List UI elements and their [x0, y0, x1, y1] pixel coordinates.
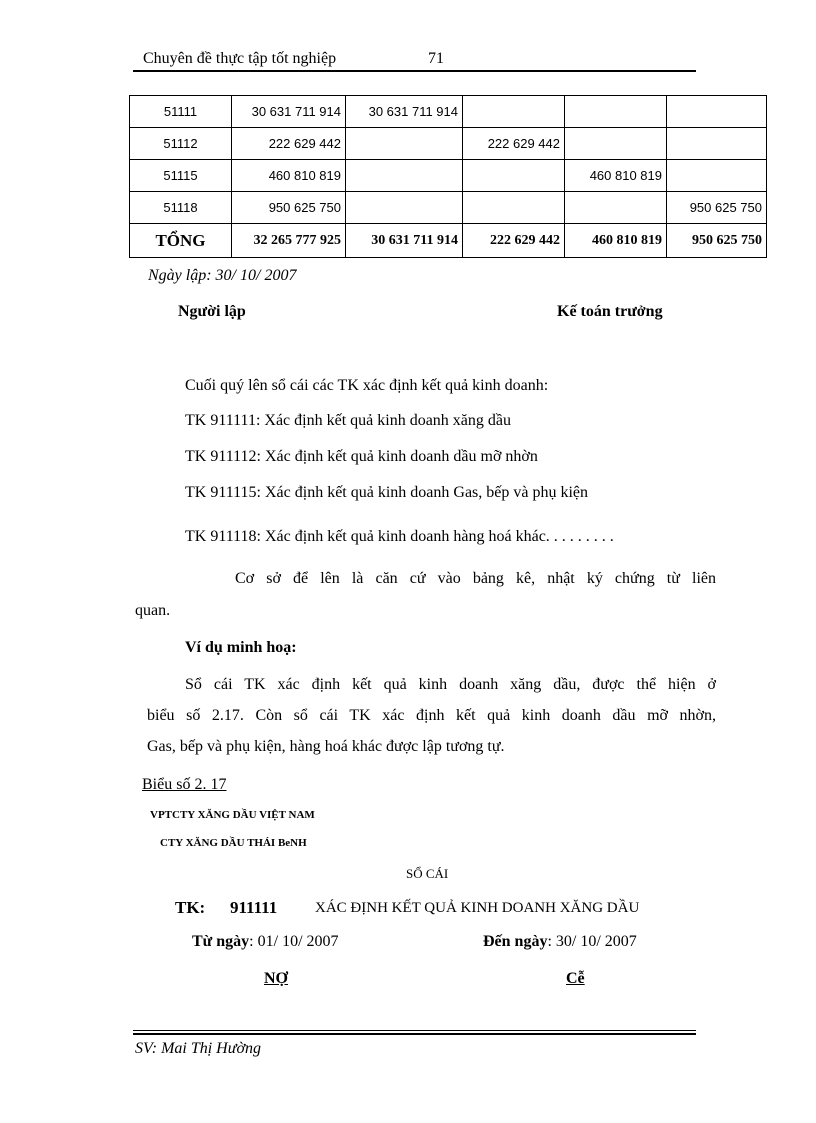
example-line: biểu số 2.17. Còn sổ cái TK xác định kết quả kinh doanh dầu mỡ nhờn,	[147, 707, 716, 724]
intro-paragraph: Cuối quý lên sổ cái các TK xác định kết quả kinh doanh:	[185, 377, 549, 394]
date-made: Ngày lập: 30/ 10/ 2007	[148, 267, 297, 284]
amount-cell: 460 810 819	[565, 160, 667, 192]
chief-accountant-label: Kế toán trưởng	[557, 303, 663, 320]
amount-cell	[463, 192, 565, 224]
amount-cell	[667, 128, 767, 160]
footer-divider	[133, 1033, 696, 1035]
account-code-cell: 51118	[130, 192, 232, 224]
account-line: TK 911118: Xác định kết quả kinh doanh hàng hoá khác. . . . . . . . .	[185, 528, 614, 545]
amount-cell: 30 631 711 914	[232, 96, 346, 128]
amount-cell: 950 625 750	[667, 224, 767, 258]
from-date-value: : 01/ 10/ 2007	[249, 933, 339, 950]
amount-cell	[565, 96, 667, 128]
header-title: Chuyên đề thực tập tốt nghiệp	[143, 50, 337, 67]
credit-label: Cễ	[566, 970, 585, 987]
account-line: TK 911111: Xác định kết quả kinh doanh xăng dầu	[185, 412, 511, 429]
amount-cell	[463, 96, 565, 128]
ledger-title: SỔ CÁI	[406, 866, 449, 881]
header-divider	[133, 70, 696, 72]
amount-cell	[346, 128, 463, 160]
example-heading: Ví dụ minh hoạ:	[185, 639, 297, 656]
account-code-cell: 51115	[130, 160, 232, 192]
example-line: Gas, bếp và phụ kiện, hàng hoá khác được lập tương tự.	[147, 738, 505, 755]
org-line-company: CTY XĂNG DẦU THÁI BeNH	[160, 837, 307, 849]
from-date-label: Từ ngày	[192, 933, 250, 950]
table-total-row	[130, 224, 767, 258]
amount-cell: 30 631 711 914	[346, 96, 463, 128]
org-line-parent: VPTCTY XĂNG DẦU VIỆT NAM	[150, 809, 315, 821]
table-row	[130, 128, 767, 160]
preparer-label: Người lập	[178, 303, 246, 320]
account-number: 911111	[230, 898, 278, 917]
table-row	[130, 96, 767, 128]
amount-cell: 222 629 442	[463, 128, 565, 160]
table-row	[130, 192, 767, 224]
amount-cell	[346, 192, 463, 224]
amount-cell: 32 265 777 925	[232, 224, 346, 258]
amount-cell: 950 625 750	[232, 192, 346, 224]
page-number: 71	[428, 50, 444, 67]
student-name: SV: Mai Thị Hường	[135, 1040, 261, 1057]
account-line: TK 911112: Xác định kết quả kinh doanh dầu mỡ nhờn	[185, 448, 538, 465]
amount-cell	[667, 160, 767, 192]
amount-cell	[667, 96, 767, 128]
account-code-cell: 51112	[130, 128, 232, 160]
amount-cell: 950 625 750	[667, 192, 767, 224]
account-name: XÁC ĐỊNH KẾT QUẢ KINH DOANH XĂNG DẦU	[315, 900, 640, 916]
amount-cell	[565, 128, 667, 160]
amount-cell: 222 629 442	[232, 128, 346, 160]
amount-cell: 460 810 819	[232, 160, 346, 192]
form-label: Biểu số 2. 17	[142, 776, 227, 793]
amount-cell	[565, 192, 667, 224]
to-date-label: Đến ngày	[483, 933, 548, 950]
amount-cell: 222 629 442	[463, 224, 565, 258]
account-code-cell: 51111	[130, 96, 232, 128]
amount-cell	[346, 160, 463, 192]
basis-paragraph: Cơ sở để lên là căn cứ vào bảng kê, nhật ký chứng từ liên	[235, 570, 716, 587]
from-date	[192, 933, 339, 951]
amount-cell: 460 810 819	[565, 224, 667, 258]
account-line: TK 911115: Xác định kết quả kinh doanh Gas, bếp và phụ kiện	[185, 484, 589, 501]
to-date	[483, 933, 637, 951]
footer-divider	[133, 1030, 696, 1031]
table-row	[130, 160, 767, 192]
summary-table	[129, 95, 767, 258]
to-date-value: : 30/ 10/ 2007	[547, 933, 637, 950]
example-line: Sổ cái TK xác định kết quả kinh doanh xăng dầu, được thể hiện ở	[185, 676, 716, 693]
account-code-cell: TỔNG	[130, 224, 232, 258]
amount-cell	[463, 160, 565, 192]
account-label: TK:	[175, 898, 206, 917]
amount-cell: 30 631 711 914	[346, 224, 463, 258]
basis-paragraph-end: quan.	[135, 602, 171, 619]
debit-label: NỢ	[264, 970, 288, 987]
